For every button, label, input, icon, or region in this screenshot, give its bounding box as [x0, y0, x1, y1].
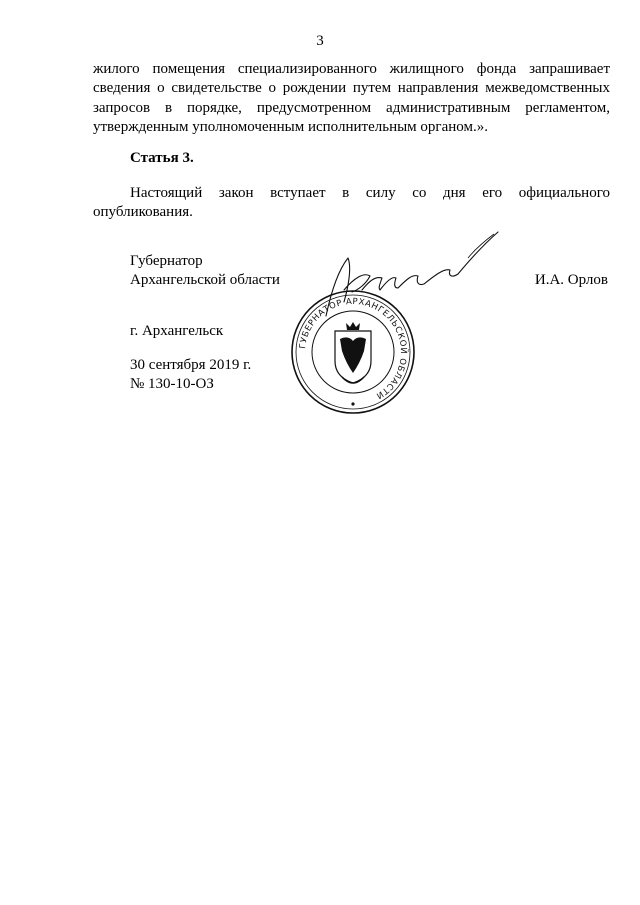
paragraph-line: жилого помещения специализированного жилищного фонда запрашивает: [93, 61, 610, 77]
page-number: 3: [316, 33, 324, 49]
law-number: № 130-10-ОЗ: [130, 376, 214, 392]
article-heading: Статья 3.: [130, 150, 194, 166]
place-of-signing: г. Архангельск: [130, 323, 224, 339]
handwritten-signature: [318, 228, 504, 318]
paragraph-last-line: утвержденным уполномоченным исполнительным органом.».: [93, 119, 488, 135]
article-text-line1: Настоящий закон вступает в силу со дня его официального: [130, 185, 610, 201]
paragraph-line: запросов в порядке, предусмотренном административным регламентом,: [93, 99, 610, 116]
signatory-name: И.А. Орлов: [534, 272, 608, 288]
paragraph-continuation: [93, 60, 610, 118]
position-title-line2: Архангельской области: [130, 272, 280, 288]
paragraph-line: сведения о свидетельстве о рождении путем направления межведомственных: [93, 80, 610, 97]
position-title-line1: Губернатор: [130, 253, 203, 269]
article-text-line2: опубликования.: [93, 204, 193, 220]
seal-text: ГУБЕРНАТОР АРХАНГЕЛЬСКОЙ ОБЛАСТИ: [298, 296, 409, 401]
signing-date: 30 сентября 2019 г.: [130, 357, 252, 373]
